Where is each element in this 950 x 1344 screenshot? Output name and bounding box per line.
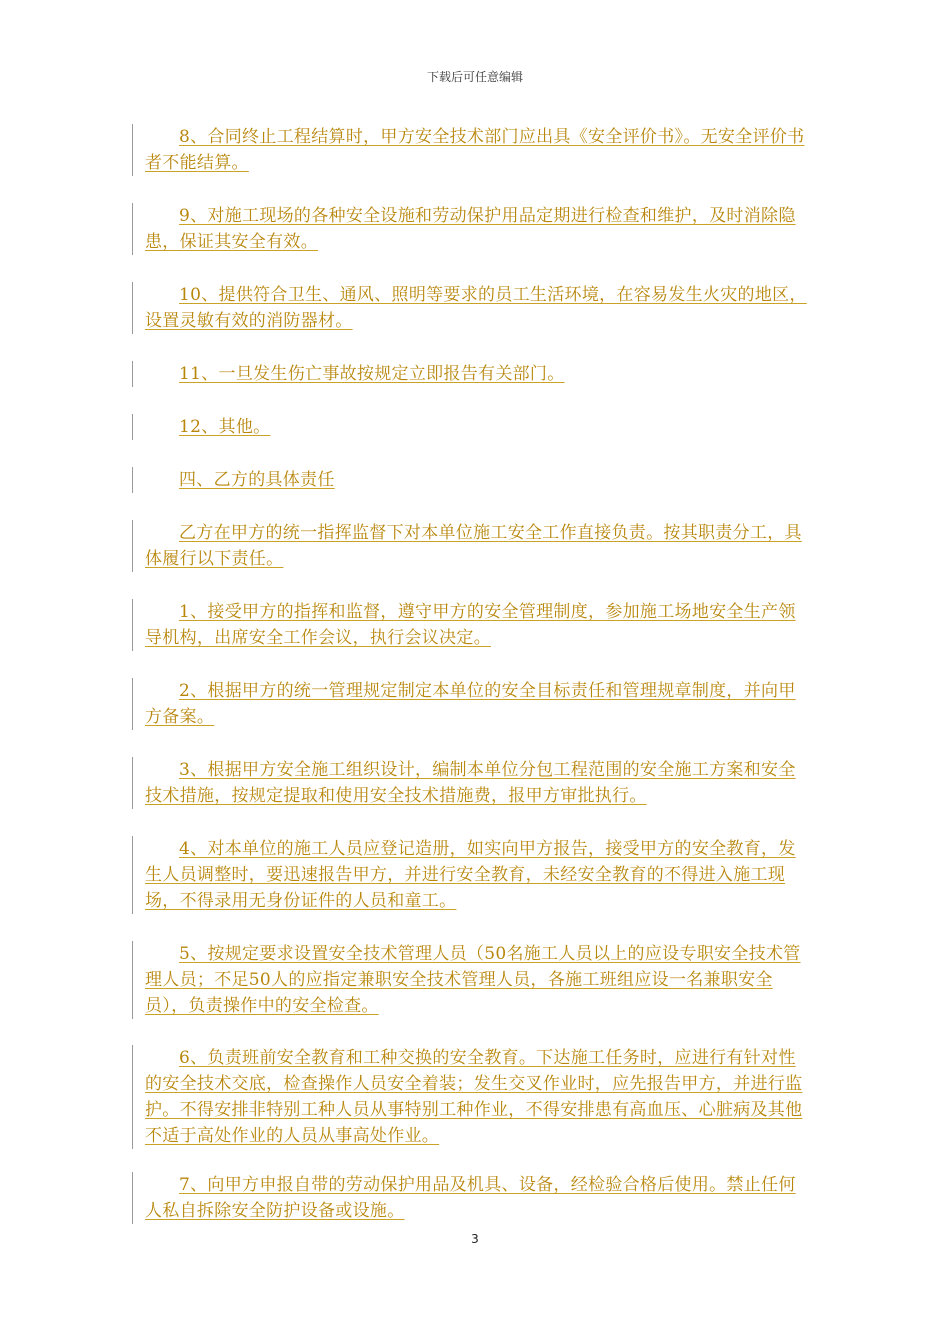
page-header: 下载后可任意编辑 xyxy=(426,70,523,84)
paragraph-text: 9、对施工现场的各种安全设施和劳动保护用品定期进行检查和维护，及时消除隐患，保证其安全有效。 xyxy=(145,206,796,252)
paragraph-text: 乙方在甲方的统一指挥监督下对本单位施工安全工作直接负责。按其职责分工，具体履行以下责任。 xyxy=(145,523,802,569)
paragraph-item-b6 xyxy=(132,1045,808,1149)
paragraph-text: 8、合同终止工程结算时，甲方安全技术部门应出具《安全评价书》。无安全评价书者不能结算。 xyxy=(145,127,805,173)
paragraph-item-b1 xyxy=(132,599,808,651)
paragraph-text: 3、根据甲方安全施工组织设计，编制本单位分包工程范围的安全施工方案和安全技术措施，按规定提取和使用安全技术措施费，报甲方审批执行。 xyxy=(145,760,796,806)
paragraph-item-b7 xyxy=(132,1172,808,1224)
paragraph-item-b4 xyxy=(132,836,808,914)
paragraph-intro-party-b xyxy=(132,520,808,572)
paragraph-text: 5、按规定要求设置安全技术管理人员（50名施工人员以上的应设专职安全技术管理人员；不足50人的应指定兼职安全技术管理人员，各施工班组应设一名兼职安全员），负责操作中的安全检查。 xyxy=(145,944,801,1016)
paragraph-item-11 xyxy=(132,361,808,387)
paragraph-text: 7、向甲方申报自带的劳动保护用品及机具、设备，经检验合格后使用。禁止任何人私自拆除安全防护设备或设施。 xyxy=(145,1175,796,1221)
page-number: 3 xyxy=(471,1232,479,1246)
paragraph-text: 2、根据甲方的统一管理规定制定本单位的安全目标责任和管理规章制度，并向甲方备案。 xyxy=(145,681,796,727)
paragraph-item-12 xyxy=(132,414,808,440)
paragraph-text: 6、负责班前安全教育和工种交换的安全教育。下达施工任务时，应进行有针对性的安全技术交底，检查操作人员安全着装；发生交叉作业时，应先报告甲方，并进行监护。不得安排非特别工种人员从事特别工种作业，不得安排患有高血压、心脏病及其他不适于高处作业的人员从事高处作业。 xyxy=(145,1048,803,1146)
section-heading-party-b xyxy=(132,467,808,493)
paragraph-text: 11、一旦发生伤亡事故按规定立即报告有关部门。 xyxy=(179,364,565,384)
paragraph-item-8 xyxy=(132,124,808,176)
paragraph-text: 1、接受甲方的指挥和监督，遵守甲方的安全管理制度，参加施工场地安全生产领导机构，出席安全工作会议，执行会议决定。 xyxy=(145,602,796,648)
paragraph-item-9 xyxy=(132,203,808,255)
paragraph-text: 10、提供符合卫生、通风、照明等要求的员工生活环境，在容易发生火灾的地区，设置灵敏有效的消防器材。 xyxy=(145,285,807,331)
paragraph-item-b5 xyxy=(132,941,808,1019)
paragraph-text: 4、对本单位的施工人员应登记造册，如实向甲方报告，接受甲方的安全教育，发生人员调整时，要迅速报告甲方，并进行安全教育，未经安全教育的不得进入施工现场，不得录用无身份证件的人员和童工。 xyxy=(145,839,796,911)
paragraph-item-b3 xyxy=(132,757,808,809)
paragraph-text: 12、其他。 xyxy=(179,417,271,437)
section-heading-text: 四、乙方的具体责任 xyxy=(179,470,335,490)
paragraph-item-10 xyxy=(132,282,808,334)
paragraph-item-b2 xyxy=(132,678,808,730)
